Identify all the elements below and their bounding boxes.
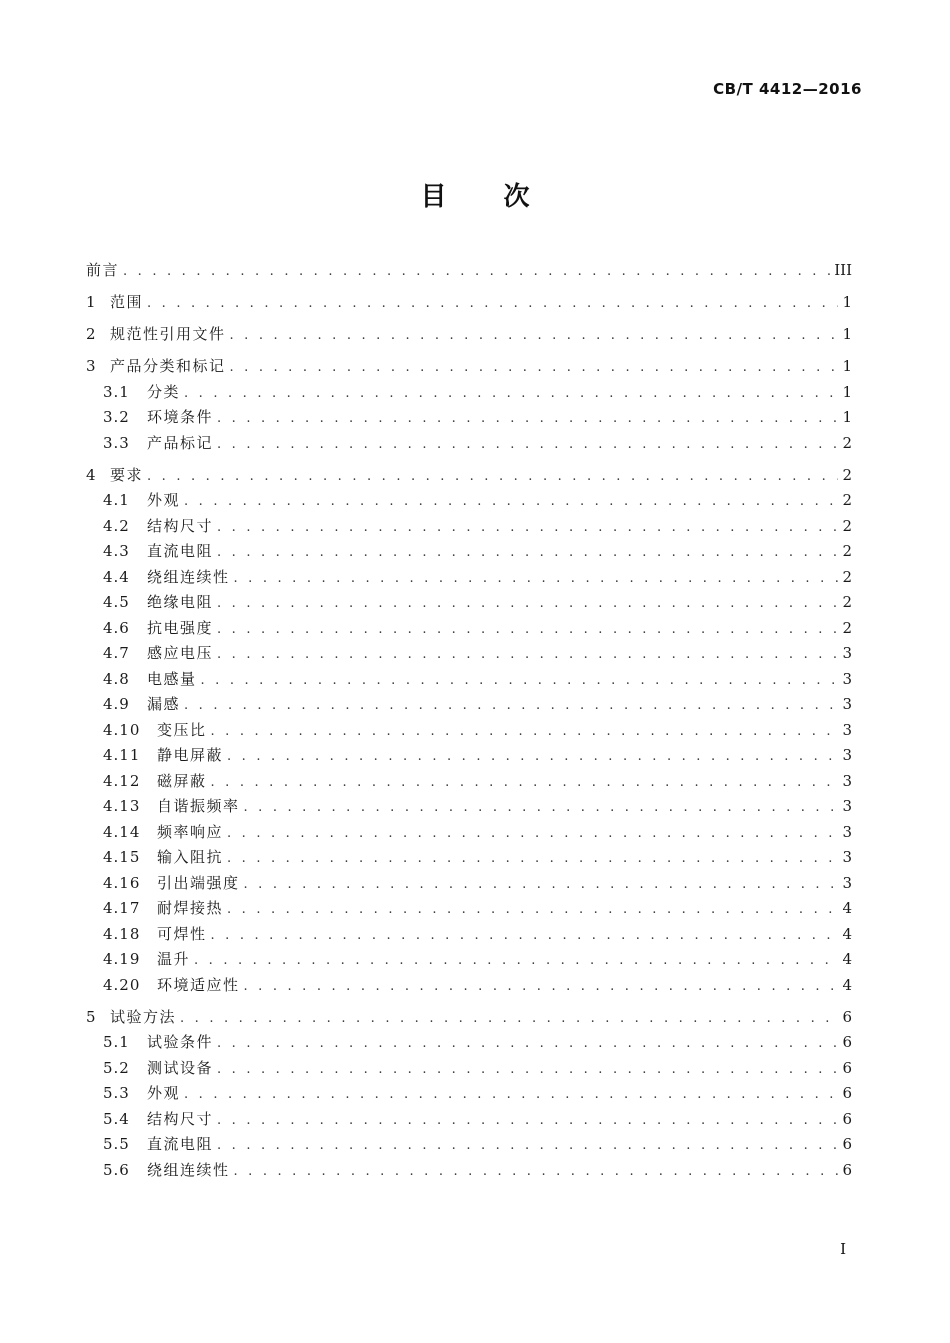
toc-entry-number: 4.12 — [103, 771, 141, 790]
toc-entry-label: 产品标记 — [147, 433, 214, 452]
toc-entry-number: 3.2 — [103, 408, 130, 426]
toc-entry[interactable] — [86, 1132, 852, 1158]
toc-entry-number: 4.1 — [103, 491, 130, 509]
toc-entry-label: 外观 — [147, 1084, 181, 1102]
toc-entry-page: 3 — [842, 669, 852, 688]
toc-entry[interactable] — [86, 514, 852, 540]
page-title: 目 次 — [420, 182, 554, 212]
toc-entry-page: 2 — [842, 618, 852, 637]
toc-entry-page: 3 — [842, 822, 852, 841]
toc-entry-number: 4.16 — [103, 873, 141, 892]
toc-entry-page: 2 — [842, 567, 852, 586]
toc-entry-label: 输入阻抗 — [157, 848, 224, 866]
toc-leader-dots — [217, 642, 838, 667]
toc-leader-dots — [194, 948, 838, 973]
toc-entry-page: III — [834, 261, 852, 279]
toc-entry-page: 3 — [842, 848, 852, 866]
toc-leader-dots — [217, 1108, 838, 1133]
toc-entry[interactable] — [86, 1107, 852, 1133]
toc-entry-label: 漏感 — [147, 695, 181, 713]
toc-entry-number: 5.1 — [103, 1033, 130, 1051]
toc-entry[interactable] — [86, 718, 852, 744]
toc-leader-dots — [211, 923, 838, 948]
toc-leader-dots — [227, 821, 838, 846]
toc-entry[interactable] — [86, 922, 852, 948]
toc-entry-label: 可焊性 — [157, 924, 207, 943]
toc-entry-page: 4 — [842, 924, 852, 943]
toc-entry-label: 环境条件 — [147, 408, 214, 426]
toc-leader-dots — [217, 1031, 838, 1056]
toc-entry-label: 绝缘电阻 — [147, 593, 214, 611]
toc-entry-label: 变压比 — [157, 720, 207, 739]
toc-entry-label: 抗电强度 — [147, 618, 214, 637]
toc-entry-number: 3.1 — [103, 382, 130, 401]
toc-entry[interactable] — [86, 1158, 852, 1184]
toc-entry[interactable] — [86, 405, 852, 431]
toc-entry-label: 频率响应 — [157, 822, 224, 841]
toc-entry-page: 3 — [842, 746, 852, 764]
toc-entry-page: 6 — [842, 1033, 852, 1051]
toc-leader-dots — [217, 406, 838, 431]
toc-entry-label: 直流电阻 — [147, 1135, 214, 1153]
toc-entry-number: 4.4 — [103, 567, 130, 586]
toc-entry-label: 外观 — [147, 491, 181, 509]
toc-entry[interactable] — [86, 539, 852, 565]
toc-entry[interactable] — [86, 769, 852, 795]
toc-entry-page: 2 — [842, 433, 852, 452]
toc-entry-number: 5.3 — [103, 1084, 130, 1102]
toc-leader-dots — [211, 770, 838, 795]
toc-entry[interactable] — [86, 896, 852, 922]
toc-entry-label: 分类 — [147, 382, 181, 401]
toc-entry[interactable] — [86, 463, 852, 489]
toc-leader-dots — [201, 668, 838, 693]
toc-entry-number: 4.2 — [103, 516, 130, 535]
toc-entry-label: 静电屏蔽 — [157, 746, 224, 764]
toc-entry[interactable] — [86, 322, 852, 348]
toc-entry[interactable] — [86, 820, 852, 846]
toc-entry-number: 4.19 — [103, 950, 141, 968]
toc-entry[interactable] — [86, 1030, 852, 1056]
toc-entry-page: 3 — [842, 695, 852, 713]
toc-entry-number: 4 — [86, 465, 97, 484]
toc-entry-label: 前言 — [86, 261, 120, 279]
toc-entry-label: 绕组连续性 — [147, 1160, 230, 1179]
toc-entry-page: 1 — [842, 408, 852, 426]
toc-entry[interactable] — [86, 667, 852, 693]
toc-leader-dots — [211, 719, 838, 744]
toc-leader-dots — [147, 464, 838, 489]
toc-leader-dots — [244, 974, 838, 999]
toc-entry-number: 5.4 — [103, 1109, 130, 1128]
toc-entry-number: 3 — [86, 357, 97, 375]
toc-entry-page: 2 — [842, 593, 852, 611]
toc-entry-number: 4.17 — [103, 899, 141, 917]
toc-leader-dots — [217, 540, 838, 565]
toc-entry-label: 要求 — [110, 465, 144, 484]
toc-entry-label: 环境适应性 — [157, 975, 240, 994]
toc-entry[interactable] — [86, 1056, 852, 1082]
toc-leader-dots — [227, 897, 838, 922]
toc-entry-page: 1 — [842, 325, 852, 343]
toc-leader-dots — [123, 259, 830, 284]
toc-entry[interactable] — [86, 431, 852, 457]
toc-entry-label: 耐焊接热 — [157, 899, 224, 917]
toc-entry-page: 1 — [842, 293, 852, 311]
toc-entry[interactable] — [86, 616, 852, 642]
toc-leader-dots — [244, 795, 838, 820]
toc-entry[interactable] — [86, 692, 852, 718]
toc-entry-number: 4.6 — [103, 618, 130, 637]
toc-entry[interactable] — [86, 1005, 852, 1031]
toc-entry-page: 2 — [842, 491, 852, 509]
toc-entry-label: 温升 — [157, 950, 191, 968]
toc-entry-page: 6 — [842, 1109, 852, 1128]
toc-leader-dots — [184, 381, 838, 406]
toc-entry-label: 规范性引用文件 — [110, 325, 226, 343]
toc-leader-dots — [217, 591, 838, 616]
toc-entry-number: 5.5 — [103, 1135, 130, 1153]
toc-leader-dots — [244, 872, 838, 897]
toc-entry-label: 磁屏蔽 — [157, 771, 207, 790]
toc-leader-dots — [217, 1057, 838, 1082]
toc-entry-label: 感应电压 — [147, 644, 214, 662]
toc-entry-page: 6 — [842, 1007, 852, 1026]
toc-entry-label: 试验方法 — [110, 1007, 177, 1026]
toc-entry[interactable] — [86, 380, 852, 406]
toc-entry-page: 3 — [842, 873, 852, 892]
toc-entry[interactable] — [86, 973, 852, 999]
toc-entry[interactable] — [86, 845, 852, 871]
toc-entry-label: 结构尺寸 — [147, 1109, 214, 1128]
toc-entry-page: 1 — [842, 357, 852, 375]
toc-leader-dots — [147, 291, 838, 316]
toc-entry-page: 4 — [842, 975, 852, 994]
toc-entry-page: 2 — [842, 516, 852, 535]
toc-leader-dots — [217, 617, 838, 642]
toc-leader-dots — [217, 1133, 838, 1158]
table-of-contents — [86, 258, 852, 1183]
toc-entry-label: 自谐振频率 — [157, 797, 240, 815]
toc-entry-number: 4.14 — [103, 822, 141, 841]
toc-entry-label: 结构尺寸 — [147, 516, 214, 535]
toc-leader-dots — [217, 515, 838, 540]
toc-leader-dots — [227, 744, 838, 769]
toc-leader-dots — [230, 323, 838, 348]
toc-entry[interactable] — [86, 590, 852, 616]
toc-entry-number: 4.10 — [103, 720, 141, 739]
toc-entry[interactable] — [86, 871, 852, 897]
toc-entry-label: 电感量 — [147, 669, 197, 688]
toc-entry-label: 测试设备 — [147, 1058, 214, 1077]
toc-entry[interactable] — [86, 947, 852, 973]
toc-entry-number: 4.11 — [103, 746, 141, 764]
toc-entry-number: 4.13 — [103, 797, 141, 815]
toc-leader-dots — [184, 1082, 838, 1107]
toc-entry-page: 3 — [842, 797, 852, 815]
toc-leader-dots — [217, 432, 838, 457]
toc-entry-number: 3.3 — [103, 433, 130, 452]
toc-leader-dots — [234, 566, 838, 591]
toc-entry-label: 试验条件 — [147, 1033, 214, 1051]
toc-leader-dots — [234, 1159, 838, 1184]
toc-entry-page: 4 — [842, 899, 852, 917]
toc-entry-page: 1 — [842, 382, 852, 401]
toc-entry-number: 4.20 — [103, 975, 141, 994]
toc-entry-number: 5 — [86, 1007, 97, 1026]
standard-code: CB/T 4412—2016 — [713, 80, 862, 98]
toc-entry-label: 范围 — [110, 293, 144, 311]
toc-leader-dots — [184, 489, 838, 514]
toc-entry[interactable] — [86, 258, 852, 284]
toc-entry-label: 产品分类和标记 — [110, 357, 226, 375]
toc-entry-number: 5.2 — [103, 1058, 130, 1077]
toc-entry-number: 4.18 — [103, 924, 141, 943]
toc-entry-number: 4.5 — [103, 593, 130, 611]
toc-leader-dots — [230, 355, 838, 380]
toc-leader-dots — [180, 1006, 838, 1031]
toc-entry[interactable] — [86, 488, 852, 514]
page-number: I — [840, 1240, 846, 1258]
toc-entry[interactable] — [86, 354, 852, 380]
toc-entry-page: 2 — [842, 542, 852, 560]
toc-entry-number: 4.9 — [103, 695, 130, 713]
toc-entry-page: 6 — [842, 1135, 852, 1153]
toc-leader-dots — [184, 693, 838, 718]
toc-entry[interactable] — [86, 1081, 852, 1107]
toc-entry-label: 绕组连续性 — [147, 567, 230, 586]
toc-entry-number: 4.15 — [103, 848, 141, 866]
toc-entry[interactable] — [86, 290, 852, 316]
toc-entry-number: 1 — [86, 293, 97, 311]
toc-entry-page: 6 — [842, 1160, 852, 1179]
toc-entry[interactable] — [86, 641, 852, 667]
toc-entry-label: 直流电阻 — [147, 542, 214, 560]
toc-entry-page: 3 — [842, 720, 852, 739]
toc-entry-number: 4.3 — [103, 542, 130, 560]
toc-entry-number: 4.7 — [103, 644, 130, 662]
toc-entry-page: 2 — [842, 465, 852, 484]
toc-entry-page: 4 — [842, 950, 852, 968]
toc-entry-label: 引出端强度 — [157, 873, 240, 892]
toc-entry-number: 2 — [86, 325, 97, 343]
toc-entry-page: 3 — [842, 771, 852, 790]
toc-entry-page: 3 — [842, 644, 852, 662]
toc-entry-number: 4.8 — [103, 669, 130, 688]
toc-entry-page: 6 — [842, 1084, 852, 1102]
toc-leader-dots — [227, 846, 838, 871]
toc-entry[interactable] — [86, 565, 852, 591]
toc-entry[interactable] — [86, 743, 852, 769]
toc-entry[interactable] — [86, 794, 852, 820]
toc-entry-page: 6 — [842, 1058, 852, 1077]
toc-entry-number: 5.6 — [103, 1160, 130, 1179]
